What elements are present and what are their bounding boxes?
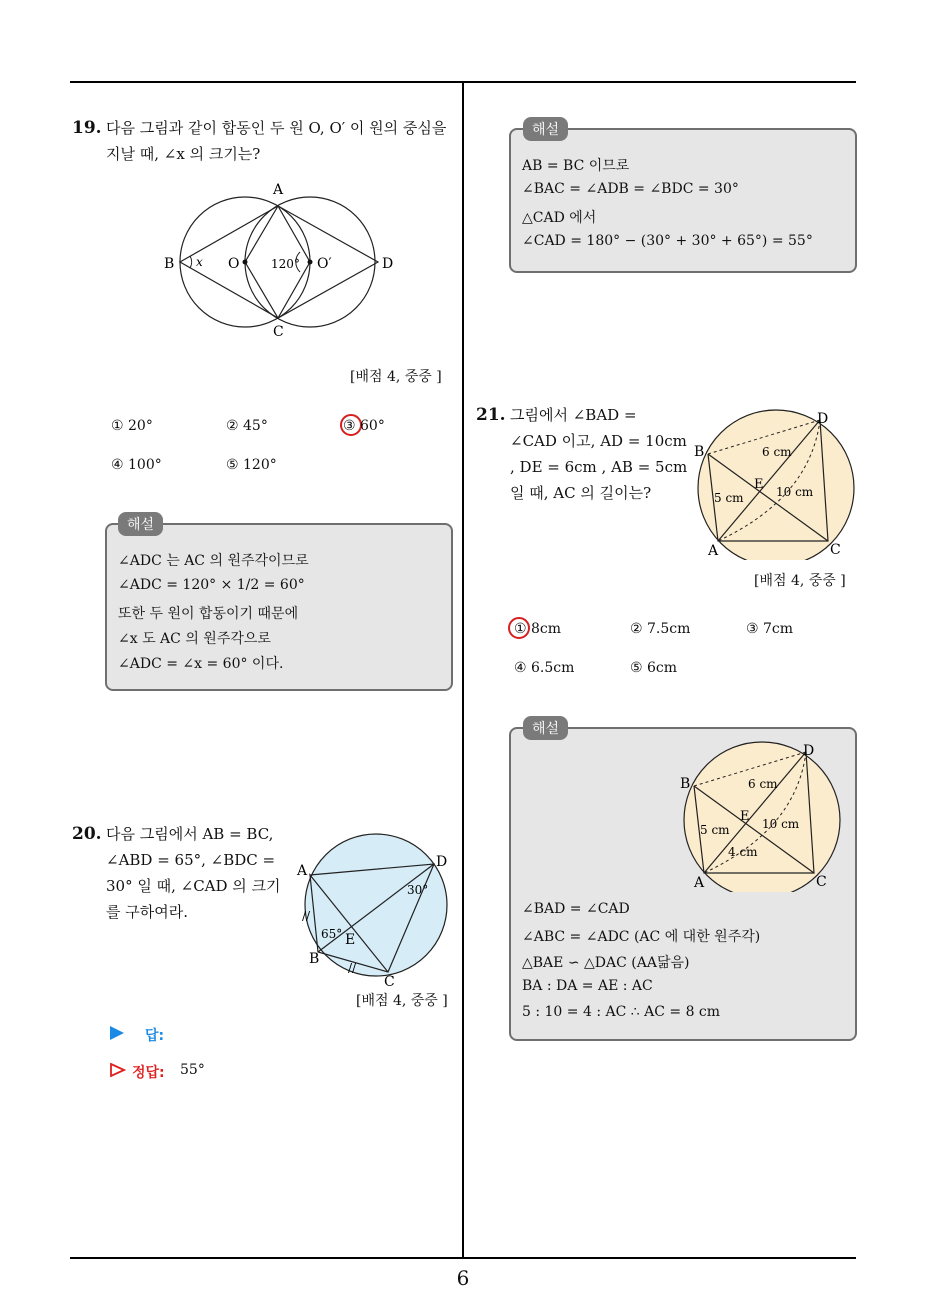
q21-exp-label-E: E bbox=[740, 809, 750, 824]
q20-number: 20. bbox=[72, 824, 102, 844]
q19-label-x: x bbox=[196, 255, 203, 269]
q19-explanation-line4: ∠x 도 AC 의 원주각으로 bbox=[118, 631, 271, 647]
q21-choice-5[interactable]: ⑤ 6cm bbox=[630, 660, 678, 676]
q21-exp-label-B: B bbox=[680, 776, 691, 792]
q21-explanation-line1: ∠BAD = ∠CAD bbox=[522, 901, 630, 917]
q21-points: [배점 4, 중중 ] bbox=[754, 573, 846, 589]
q20-label-30: 30° bbox=[407, 883, 429, 897]
q19-choice-4[interactable]: ④ 100° bbox=[111, 457, 162, 473]
q20-points: [배점 4, 중중 ] bbox=[356, 993, 448, 1009]
q21-explanation-tag: 해설 bbox=[523, 716, 568, 740]
q19-text-line2: 지날 때, ∠x 의 크기는? bbox=[106, 145, 261, 163]
q20-correct-label: 정답: bbox=[132, 1065, 165, 1081]
q19-label-D: D bbox=[382, 256, 394, 272]
q21-figure bbox=[690, 408, 858, 560]
column-divider bbox=[462, 82, 464, 1258]
q21-exp-label-6cm: 6 cm bbox=[748, 777, 778, 791]
q20-explanation-line4: ∠CAD = 180° − (30° + 30° + 65°) = 55° bbox=[522, 233, 813, 249]
q19-label-O2: O′ bbox=[317, 256, 332, 272]
q19-choice-1[interactable]: ① 20° bbox=[111, 418, 153, 434]
q19-figure bbox=[160, 180, 410, 345]
q21-explanation-line5: 5 : 10 = 4 : AC ∴ AC = 8 cm bbox=[522, 1004, 721, 1020]
q20-text-line4: 를 구하여라. bbox=[106, 903, 188, 921]
q21-label-C: C bbox=[830, 542, 841, 558]
q20-label-B: B bbox=[309, 951, 320, 967]
q21-explanation-figure bbox=[676, 740, 846, 892]
q21-choice-1[interactable]: ① 8cm bbox=[514, 621, 562, 637]
q19-label-B: B bbox=[164, 256, 175, 272]
q19-choice-2[interactable]: ② 45° bbox=[226, 418, 268, 434]
q21-label-6cm: 6 cm bbox=[762, 445, 792, 459]
q20-explanation-line3: △CAD 에서 bbox=[522, 210, 597, 226]
q19-explanation-line2: ∠ADC = 120° × 1/2 = 60° bbox=[118, 577, 305, 593]
q19-label-O: O bbox=[228, 256, 240, 272]
page-number: 6 bbox=[456, 1266, 470, 1290]
q20-answer-label: 답: bbox=[145, 1028, 165, 1044]
q20-text-line1: 다음 그림에서 AB = BC, bbox=[106, 825, 274, 843]
q20-explanation-line1: AB = BC 이므로 bbox=[522, 158, 630, 174]
q21-choice-2[interactable]: ② 7.5cm bbox=[630, 621, 691, 637]
q20-text-line2: ∠ABD = 65°, ∠BDC = bbox=[106, 851, 276, 869]
q20-label-A: A bbox=[297, 863, 308, 879]
q19-choice-3[interactable]: ③ 60° bbox=[343, 418, 385, 434]
correct-arrow-icon bbox=[110, 1063, 126, 1077]
q21-text-line4: 일 때, AC 의 길이는? bbox=[510, 484, 652, 502]
q21-exp-label-5cm: 5 cm bbox=[700, 823, 730, 837]
q20-label-E: E bbox=[345, 932, 356, 948]
q21-choice-3[interactable]: ③ 7cm bbox=[746, 621, 794, 637]
q21-text-line1: 그림에서 ∠BAD = bbox=[510, 406, 637, 424]
q19-explanation-line3: 또한 두 원이 합동이기 때문에 bbox=[118, 606, 299, 622]
q19-text-line1: 다음 그림과 같이 합동인 두 원 O, O′ 이 원의 중심을 bbox=[106, 119, 447, 137]
q21-explanation-line3: △BAE ∽ △DAC (AA닮음) bbox=[522, 955, 690, 971]
q21-explanation-line4: BA : DA = AE : AC bbox=[522, 978, 653, 994]
q19-label-A: A bbox=[273, 182, 284, 198]
q21-label-B: B bbox=[694, 444, 705, 460]
q19-points: [배점 4, 중중 ] bbox=[350, 369, 442, 385]
q21-exp-label-10cm: 10 cm bbox=[762, 817, 800, 831]
q19-label-C: C bbox=[273, 324, 284, 340]
q21-label-A: A bbox=[708, 543, 719, 559]
q20-tick-bc: // bbox=[348, 961, 357, 975]
q19-explanation-tag: 해설 bbox=[118, 512, 163, 536]
q20-text-line3: 30° 일 때, ∠CAD 의 크기 bbox=[106, 877, 281, 895]
q21-label-D: D bbox=[817, 411, 829, 427]
q21-text-line2: ∠CAD 이고, AD = 10cm bbox=[510, 432, 687, 450]
q21-label-5cm: 5 cm bbox=[714, 491, 744, 505]
q21-exp-label-C: C bbox=[816, 874, 827, 890]
q21-exp-label-4cm: 4 cm bbox=[728, 845, 758, 859]
q20-figure bbox=[292, 826, 460, 990]
q19-choice-5[interactable]: ⑤ 120° bbox=[226, 457, 277, 473]
answer-arrow-icon bbox=[110, 1026, 126, 1040]
q21-text-line3: , DE = 6cm , AB = 5cm bbox=[510, 458, 688, 476]
q20-explanation-line2: ∠BAC = ∠ADB = ∠BDC = 30° bbox=[522, 181, 739, 197]
q21-number: 21. bbox=[476, 405, 506, 425]
q20-correct-value: 55° bbox=[180, 1062, 205, 1078]
bottom-rule bbox=[70, 1257, 856, 1259]
q21-label-E: E bbox=[754, 477, 764, 492]
q19-number: 19. bbox=[72, 118, 102, 138]
q19-explanation-line1: ∠ADC 는 AC 의 원주각이므로 bbox=[118, 553, 309, 569]
q19-label-angle: 120° bbox=[271, 257, 300, 271]
q19-explanation-line5: ∠ADC = ∠x = 60° 이다. bbox=[118, 656, 284, 672]
q21-explanation-line2: ∠ABC = ∠ADC (AC 에 대한 원주각) bbox=[522, 929, 761, 945]
q20-label-65: 65° bbox=[321, 927, 343, 941]
q21-label-10cm: 10 cm bbox=[776, 485, 814, 499]
q20-explanation-tag: 해설 bbox=[523, 117, 568, 141]
q20-explanation-box bbox=[509, 128, 857, 273]
q20-tick-ab: // bbox=[302, 909, 311, 923]
q21-choice-4[interactable]: ④ 6.5cm bbox=[514, 660, 575, 676]
q21-exp-label-A: A bbox=[694, 875, 705, 891]
q20-label-C: C bbox=[384, 974, 395, 990]
q20-label-D: D bbox=[436, 854, 448, 870]
q21-exp-label-D: D bbox=[803, 743, 815, 759]
